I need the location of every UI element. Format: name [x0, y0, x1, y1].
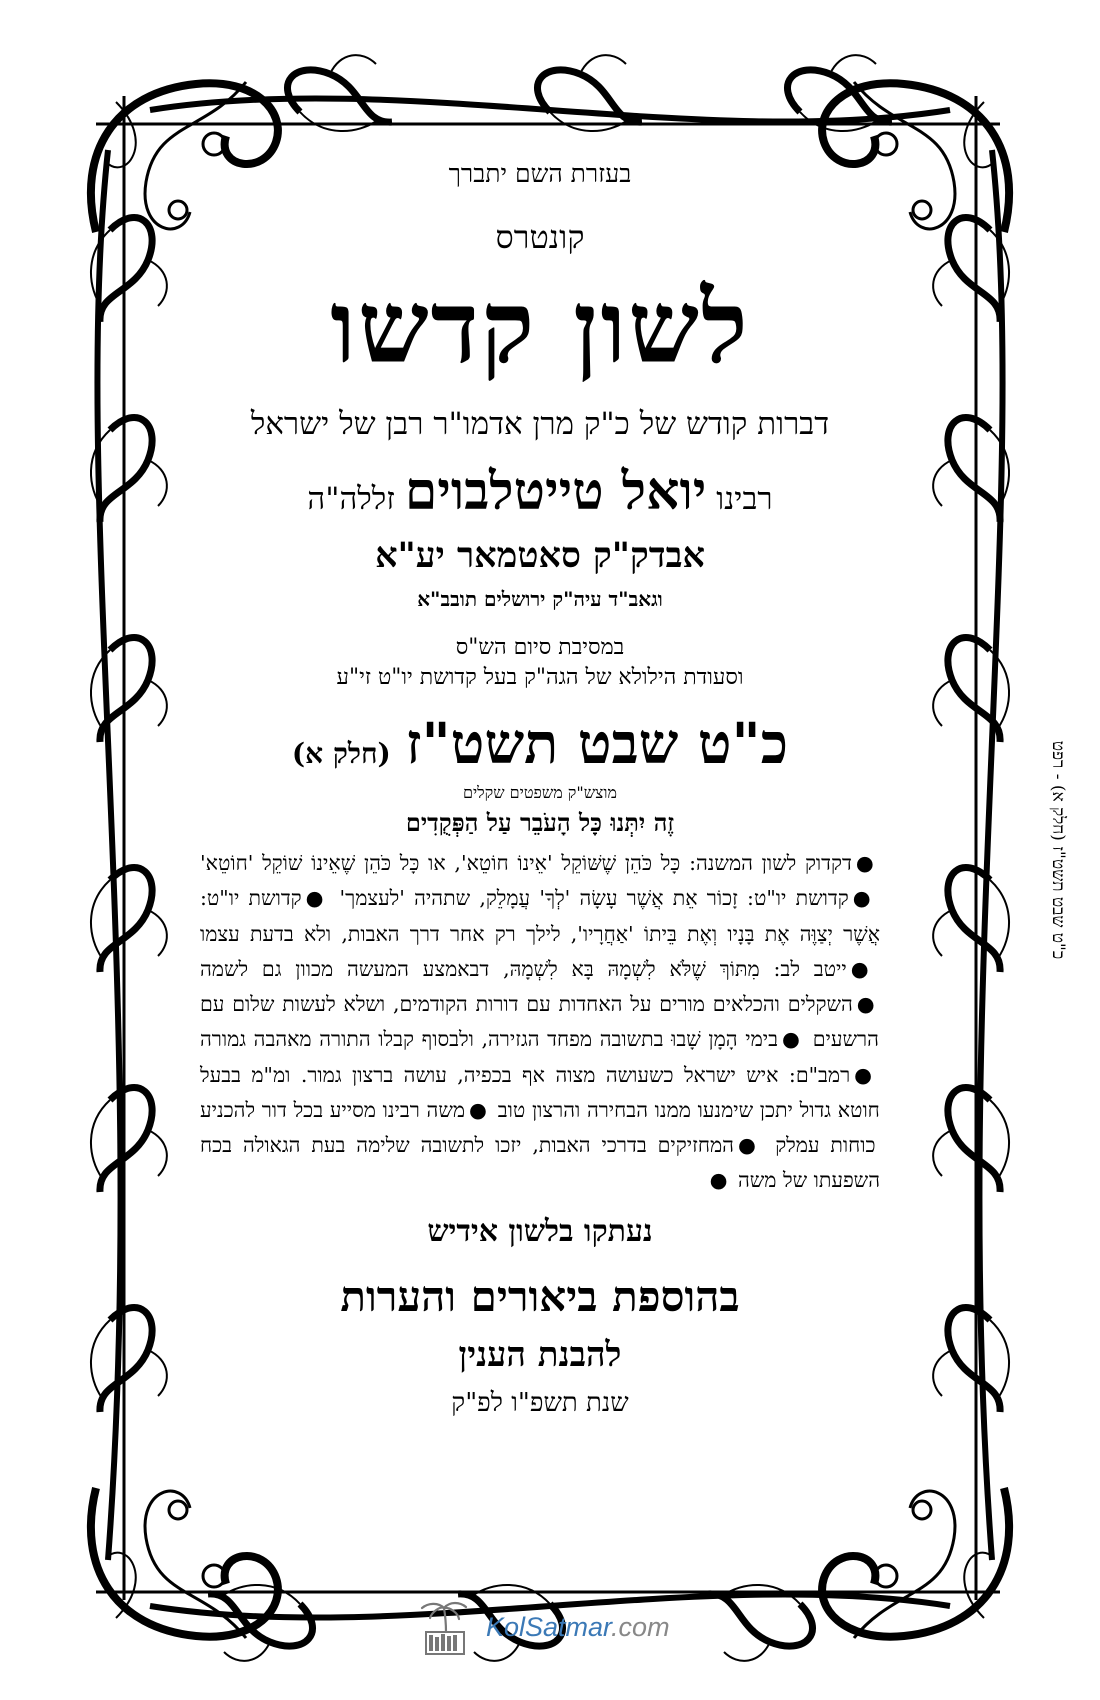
occasion-line-1: במסיבת סיום הש"ס [455, 635, 625, 661]
palm-tree-bookshelf-icon [416, 1598, 474, 1658]
book-title: לשון קדשו [330, 267, 750, 386]
bullet-icon: ● [469, 1097, 488, 1122]
rebbe-prefix: רבינו [716, 481, 773, 518]
side-caption: כ"ט שבט תשט"ז (חלק א) - רפט [1048, 740, 1068, 960]
topic-item: ייטב לב: מִתּוֹךְ שֶׁלֹּא לִשְׁמָהּ בָּא לִשְׁמָהּ, דבאמצע המעשה מכוון גם לשמה [200, 956, 847, 981]
title-page-content [190, 140, 890, 1560]
author-intro: דברות קודש של כ"ק מרן אדמו"ר רבן של ישראל [250, 405, 830, 442]
date-main: כ"ט שבט תשט"ז [405, 710, 789, 777]
additions-note: בהוספת ביאורים והערות [340, 1272, 740, 1322]
rebbe-name: יואל טייטלבוים [404, 461, 707, 523]
blessing-header: בעזרת השם יתברך [448, 159, 632, 188]
topic-item: השקלים והכלאים מורים על האחדות עם דורות הקודמים, ושלא לעשות שלום עם הרשעים [200, 992, 879, 1052]
bullet-icon: ● [709, 1168, 728, 1193]
parsha-label: מוצש"ק משפטים שקלים [463, 783, 617, 803]
bullet-icon: ● [856, 992, 876, 1017]
topic-item: משה רבינו מסייע בכל דור להכניע כוחות עמלק [200, 1097, 876, 1158]
bullet-icon: ● [850, 956, 876, 981]
topic-item: קדושת יו"ט: זָכוֹר אֵת אֲשֶׁר עָשָׂה 'לְךָ' עֲמָלֵק, שתהיה 'לעצמך' [339, 886, 849, 911]
author-title-satmar: אבדק"ק סאטמאר יע"א [375, 534, 705, 576]
bullet-icon: ● [854, 1062, 877, 1087]
date-part: (חלק א) [291, 736, 391, 770]
parsha-verse: זֶה יִתְּנוּ כָּל הָעֹבֵר עַל הַפְּקֻדִים [405, 807, 675, 837]
topic-item: בימי הָמָן שָׁבוּ בתשובה מפחד הגזירה, ולבסוף קבלו התורה מאהבה גמורה [200, 1027, 779, 1052]
occasion-line-2: וסעודת הילולא של הגה"ק בעל קדושת יו"ט זי"ע [336, 664, 744, 690]
logo-domain: .com [611, 1612, 670, 1642]
topics-list [200, 846, 880, 1199]
rebbe-line [190, 462, 890, 522]
title-prefix: קונטרס [495, 217, 585, 256]
bullet-icon: ● [852, 886, 874, 911]
bullet-icon: ● [737, 1133, 761, 1158]
bullet-icon: ● [305, 886, 327, 911]
translation-note: נעתקו בלשון אידיש [427, 1213, 653, 1249]
bullet-icon: ● [855, 851, 876, 876]
topic-item: המחזיקים בדרכי האבות, יזכו לתשובה שלימה בעת הגאולה בכח השפעתו של משה [200, 1133, 880, 1193]
logo-text [486, 1612, 670, 1643]
topic-item: רמב"ם: איש ישראל כשעושה מצוה אף בכפיה, עושה ברצון גמור. ומ"מ בבעל חוטא גדול יתכן שימנעו ממנו הבחירה והרצון טוב [200, 1062, 880, 1122]
topic-item: קדושת יו"ט: אֲשֶׁר יְצַוֶּה אֶת בָּנָיו וְאֶת בֵּיתוֹ 'אַחֲרָיו', לילך רק אחר דרך האבות, ולא בדעת עצמו [200, 886, 880, 946]
date-line [190, 712, 890, 776]
year-line: שנת תשפ"ו לפ"ק [451, 1387, 629, 1418]
logo-name: KolSatmar [486, 1612, 612, 1642]
bullet-icon: ● [782, 1027, 802, 1052]
author-title-jerusalem: וגאב"ד עיה"ק ירושלים תובב"א [417, 587, 663, 612]
rebbe-suffix: זללה"ה [307, 481, 395, 518]
purpose-note: להבנת הענין [458, 1334, 622, 1375]
topic-item: דקדוק לשון המשנה: כָּל כֹּהֵן שֶׁשּׁוֹקֵל 'אֵינוֹ חוֹטֵא', או כָּל כֹּהֵן שֶׁאֵינוֹ שׁוֹקֵל 'חוֹטֵא' [200, 851, 852, 876]
